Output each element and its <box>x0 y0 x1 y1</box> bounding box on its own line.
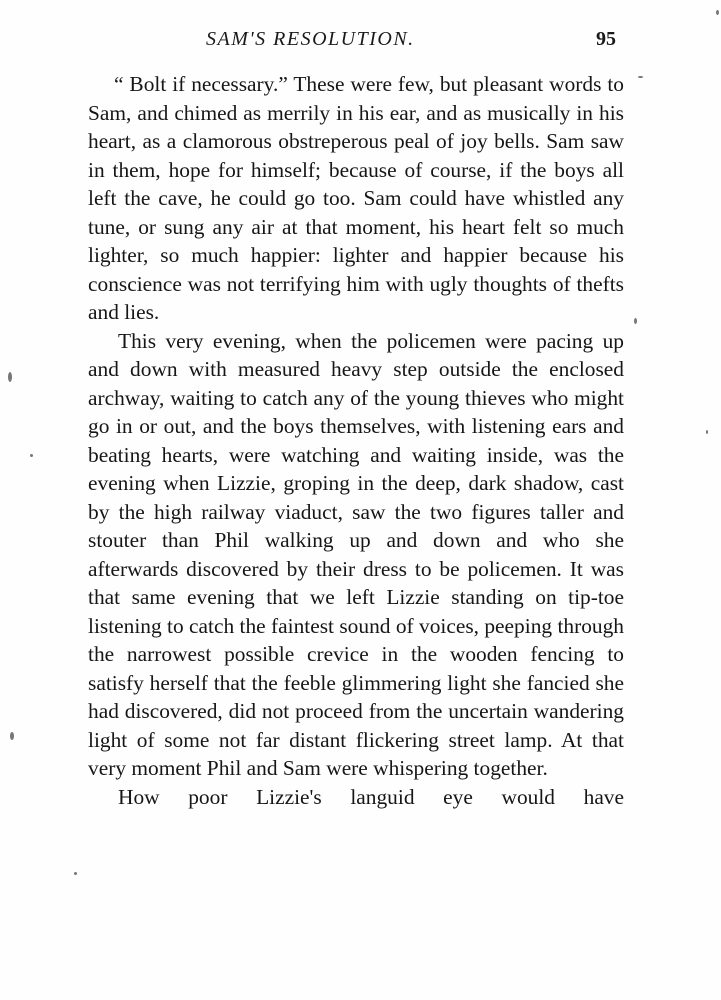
scan-speck <box>716 10 719 15</box>
scan-speck <box>706 430 708 434</box>
running-title: SAM'S RESOLUTION. <box>206 28 415 50</box>
scan-speck <box>638 76 643 78</box>
body-text <box>88 70 624 811</box>
paragraph: How poor Lizzie's languid eye would have <box>118 784 624 809</box>
paragraph: “ Bolt if necessary.” These were few, but pleasant words to Sam, and chimed as merrily in his ear, and as musically in his heart, as a clamorous obstreperous peal of joy bells. Sam saw in them, hope for himself; because of course, if the boys all left the cave, he could go too. Sam could have whistled any tune, or sung any air at that moment, his heart felt so much lighter, so much happier: lighter and happier because his conscience was not terrifying him with ugly thoughts of thefts and lies. <box>88 72 624 324</box>
page-header <box>88 28 628 58</box>
paragraph: This very evening, when the policemen were pacing up and down with measured heavy step outside the enclosed archway, waiting to catch any of the young thieves who might go in or out, and the boys themselves, with listening ears and beating hearts, were watching and waiting inside, was the evening when Lizzie, groping in the deep, dark shadow, cast by the high railway viaduct, saw the two figures taller and stouter than Phil walking up and down and who she afterwards discovered by their dress to be policemen. It was that same evening that we left Lizzie standing on tip-toe listening to catch the faintest sound of voices, peeping through the narrowest possible crevice in the wooden fencing to satisfy herself that the feeble glimmering light she fancied she had discovered, did not proceed from the uncertain wandering light of some not far distant flickering street lamp. At that very moment Phil and Sam were whispering together. <box>88 328 624 780</box>
scan-speck <box>10 732 14 740</box>
page-number: 95 <box>596 28 616 50</box>
scan-speck <box>8 372 12 382</box>
scan-speck <box>30 454 33 457</box>
scan-speck <box>634 318 637 324</box>
scan-speck <box>74 872 77 875</box>
